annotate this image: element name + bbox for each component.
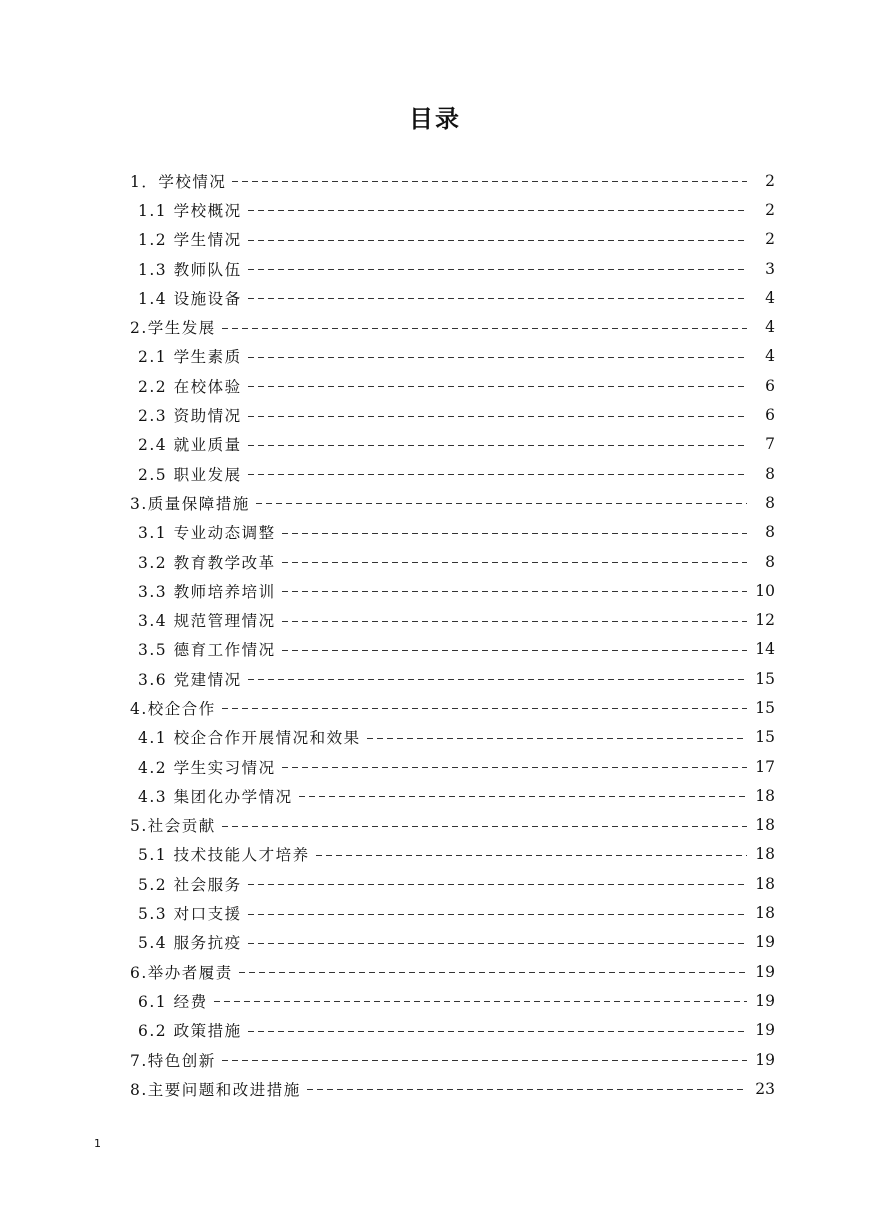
toc-entry-page: 8 — [765, 464, 775, 483]
toc-leader-line — [248, 416, 747, 417]
toc-entry-page: 19 — [755, 962, 775, 981]
toc-entry-label: 3.2 教育教学改革 — [138, 553, 276, 572]
toc-entry[interactable] — [130, 957, 775, 986]
toc-entry-page: 4 — [765, 347, 775, 366]
toc-entry[interactable] — [130, 225, 775, 254]
toc-entry[interactable] — [130, 635, 775, 664]
toc-leader-line — [248, 298, 747, 299]
toc-leader-line — [282, 650, 747, 651]
toc-leader-line — [248, 386, 747, 387]
toc-leader-line — [256, 503, 747, 504]
toc-entry-label: 4.2 学生实习情况 — [138, 758, 276, 777]
toc-entry-page: 10 — [755, 581, 775, 600]
toc-entry-label: 6.1 经费 — [138, 992, 208, 1011]
toc-entry[interactable] — [130, 195, 775, 224]
toc-leader-line — [282, 562, 747, 563]
toc-entry-page: 14 — [755, 640, 775, 659]
toc-entry[interactable] — [130, 400, 775, 429]
toc-entry-page: 23 — [755, 1079, 775, 1098]
toc-leader-line — [248, 1031, 747, 1032]
toc-entry[interactable] — [130, 605, 775, 634]
toc-entry[interactable] — [130, 488, 775, 517]
toc-entry[interactable] — [130, 518, 775, 547]
toc-entry-page: 12 — [755, 611, 775, 630]
table-of-contents — [130, 166, 775, 1104]
page-title: 目录 — [409, 105, 461, 133]
toc-entry-page: 8 — [765, 523, 775, 542]
toc-entry-label: 2.学生发展 — [130, 319, 216, 338]
toc-entry-label: 2.5 职业发展 — [138, 465, 242, 484]
toc-entry-label: 5.3 对口支援 — [138, 905, 242, 924]
toc-leader-line — [307, 1089, 747, 1090]
toc-entry-label: 3.4 规范管理情况 — [138, 612, 276, 631]
toc-entry-page: 3 — [765, 259, 775, 278]
toc-leader-line — [282, 767, 747, 768]
toc-entry-label: 5.4 服务抗疫 — [138, 934, 242, 953]
toc-leader-line — [282, 621, 747, 622]
toc-leader-line — [239, 972, 747, 973]
toc-entry-label: 7.特色创新 — [130, 1051, 216, 1070]
toc-entry[interactable] — [130, 459, 775, 488]
toc-entry-page: 4 — [765, 288, 775, 307]
toc-entry[interactable] — [130, 1045, 775, 1074]
toc-entry[interactable] — [130, 166, 775, 195]
toc-leader-line — [222, 826, 747, 827]
toc-entry-page: 19 — [755, 991, 775, 1010]
toc-entry-page: 18 — [755, 816, 775, 835]
toc-entry[interactable] — [130, 283, 775, 312]
toc-entry-label: 5.社会贡献 — [130, 817, 216, 836]
toc-entry-label: 1.3 教师队伍 — [138, 260, 242, 279]
toc-entry[interactable] — [130, 371, 775, 400]
toc-entry[interactable] — [130, 898, 775, 927]
toc-entry-label: 2.2 在校体验 — [138, 377, 242, 396]
toc-leader-line — [248, 445, 747, 446]
toc-leader-line — [232, 181, 747, 182]
toc-entry-label: 3.6 党建情况 — [138, 670, 242, 689]
toc-entry-page: 8 — [765, 493, 775, 512]
toc-entry-label: 1.1 学校概况 — [138, 201, 242, 220]
toc-entry[interactable] — [130, 723, 775, 752]
toc-entry-page: 19 — [755, 1021, 775, 1040]
toc-leader-line — [214, 1001, 747, 1002]
toc-entry-label: 2.3 资助情况 — [138, 407, 242, 426]
toc-leader-line — [248, 210, 747, 211]
toc-entry[interactable] — [130, 576, 775, 605]
toc-entry-label: 5.1 技术技能人才培养 — [138, 846, 310, 865]
toc-entry[interactable] — [130, 1074, 775, 1103]
page-number: 1 — [94, 1137, 101, 1150]
toc-leader-line — [367, 738, 747, 739]
toc-leader-line — [248, 357, 747, 358]
toc-entry-page: 2 — [765, 171, 775, 190]
toc-entry-label: 3.质量保障措施 — [130, 494, 250, 513]
toc-entry[interactable] — [130, 840, 775, 869]
toc-entry[interactable] — [130, 928, 775, 957]
toc-entry[interactable] — [130, 1016, 775, 1045]
toc-leader-line — [222, 708, 747, 709]
toc-entry-page: 2 — [765, 200, 775, 219]
toc-entry-page: 15 — [755, 728, 775, 747]
toc-entry[interactable] — [130, 664, 775, 693]
toc-leader-line — [248, 269, 747, 270]
toc-entry-label: 8.主要问题和改进措施 — [130, 1080, 301, 1099]
toc-entry-page: 2 — [765, 230, 775, 249]
toc-leader-line — [299, 796, 747, 797]
toc-entry-page: 4 — [765, 318, 775, 337]
toc-entry-label: 4.3 集团化办学情况 — [138, 787, 293, 806]
toc-entry[interactable] — [130, 254, 775, 283]
toc-entry[interactable] — [130, 312, 775, 341]
toc-entry[interactable] — [130, 342, 775, 371]
toc-leader-line — [222, 328, 747, 329]
toc-entry-label: 4.1 校企合作开展情况和效果 — [138, 729, 361, 748]
toc-entry-label: 2.4 就业质量 — [138, 436, 242, 455]
toc-entry-label: 5.2 社会服务 — [138, 875, 242, 894]
toc-entry[interactable] — [130, 752, 775, 781]
toc-leader-line — [248, 679, 747, 680]
toc-entry-label: 6.举办者履责 — [130, 963, 233, 982]
toc-entry-page: 18 — [755, 786, 775, 805]
toc-entry[interactable] — [130, 547, 775, 576]
toc-entry-label: 3.3 教师培养培训 — [138, 582, 276, 601]
toc-leader-line — [282, 591, 747, 592]
toc-entry-page: 6 — [765, 376, 775, 395]
toc-leader-line — [248, 943, 747, 944]
toc-entry-label: 2.1 学生素质 — [138, 348, 242, 367]
toc-entry[interactable] — [130, 693, 775, 722]
toc-entry-page: 8 — [765, 552, 775, 571]
toc-entry-page: 18 — [755, 845, 775, 864]
toc-entry-page: 19 — [755, 933, 775, 952]
toc-entry-page: 6 — [765, 406, 775, 425]
toc-entry-label: 1.4 设施设备 — [138, 289, 242, 308]
toc-entry-page: 15 — [755, 669, 775, 688]
toc-leader-line — [248, 474, 747, 475]
toc-leader-line — [248, 240, 747, 241]
toc-leader-line — [248, 914, 747, 915]
toc-leader-line — [282, 533, 747, 534]
toc-entry-page: 18 — [755, 904, 775, 923]
toc-entry-page: 17 — [755, 757, 775, 776]
toc-entry-label: 6.2 政策措施 — [138, 1022, 242, 1041]
toc-entry-label: 1.2 学生情况 — [138, 231, 242, 250]
toc-entry-page: 15 — [755, 698, 775, 717]
toc-leader-line — [222, 1060, 747, 1061]
toc-entry-label: 3.5 德育工作情况 — [138, 641, 276, 660]
toc-entry-label: 4.校企合作 — [130, 699, 216, 718]
toc-entry-page: 19 — [755, 1050, 775, 1069]
toc-leader-line — [248, 884, 747, 885]
toc-entry[interactable] — [130, 430, 775, 459]
toc-leader-line — [316, 855, 747, 856]
toc-entry[interactable] — [130, 986, 775, 1015]
toc-entry[interactable] — [130, 811, 775, 840]
toc-entry[interactable] — [130, 781, 775, 810]
toc-entry-page: 7 — [765, 435, 775, 454]
toc-entry[interactable] — [130, 869, 775, 898]
toc-entry-label: 1．学校情况 — [130, 172, 227, 191]
toc-entry-page: 18 — [755, 874, 775, 893]
toc-entry-label: 3.1 专业动态调整 — [138, 524, 276, 543]
